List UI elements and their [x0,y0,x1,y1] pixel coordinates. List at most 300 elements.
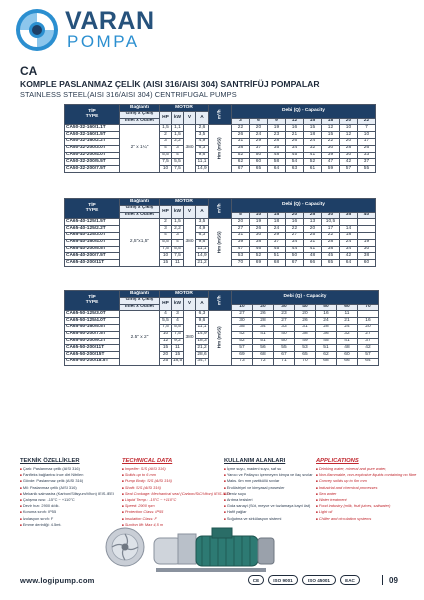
head-value: 14 [339,226,357,233]
head-value: 67 [273,352,294,359]
head-value: 73 [231,358,252,365]
motor-kw: 4 [172,318,184,325]
head-value: 45 [285,152,303,159]
flow-value-3: 40 [294,304,315,311]
header-tip: TİP [88,294,96,300]
feature-en-item: ■ Protection Class: IP55 [122,509,212,515]
motor-kw: 1,5 [172,219,184,226]
head-value: 65 [321,260,339,267]
head-value: 50 [249,152,267,159]
features-en [122,458,231,528]
motor-kw: 11 [172,260,184,267]
head-value: 26 [357,145,375,152]
spec-table-1 [64,104,376,173]
motor-kw: 2,2 [172,138,184,145]
head-value: 21 [336,318,357,325]
head-value: 65 [249,166,267,173]
features-en-title: TECHNICAL DATA [122,458,173,464]
application-tr-item: ■ Deniz suyu [224,491,314,497]
head-value: 45 [321,253,339,260]
head-value: 24 [336,324,357,331]
head-value: 18 [339,232,357,239]
motor-hp: 3 [160,226,172,233]
flow-value-4: 15 [303,118,321,125]
head-value: 27 [285,232,303,239]
head-value: 37 [357,338,378,345]
feature-en-item: ■ Suction lift: Max 4,5 m [122,522,212,528]
table-row [65,219,376,226]
feature-en-item: ■ Speed: 2900 rpm [122,503,212,509]
head-value: 33 [357,152,375,159]
header-flow-unit [209,199,232,219]
head-value: 65 [294,352,315,359]
head-value: 30 [339,152,357,159]
motor-amp: 34,7 [197,358,207,364]
header-inlet-tr: Giriş x Çıkış [120,205,160,212]
head-value: 42 [339,253,357,260]
head-value: 54 [285,159,303,166]
motor-kw: 1,5 [172,132,184,139]
application-en-item: ■ Food industry (milk, fruit juices, saltwater) [316,503,406,509]
head-value: 10,5 [321,219,339,226]
head-value: 51 [315,345,336,352]
motor-amp: 9,6 [196,152,209,159]
motor-amp: 11,1 [196,246,209,253]
head-value: 48 [267,152,285,159]
motor-hp: 1,5 [160,125,172,132]
header-motor: MOTOR [160,199,209,206]
head-unit-label: Hm (mSS) [216,231,222,254]
header-capacity: Debi (Q) - Capacity [231,291,378,305]
header-type [65,105,120,125]
head-value: 15 [303,125,321,132]
motor-kw: 9,2 [172,338,184,345]
head-value: 55 [357,166,375,173]
head-value: 68 [267,260,285,267]
head-value: 30 [357,246,375,253]
head-value: 64 [267,166,285,173]
flow-value-7: 22 [357,118,375,125]
motor-kw: 5,5 [172,324,184,331]
head-value: 51 [252,338,273,345]
model-code: CA50-32-200/7.5T [65,166,120,173]
head-value: 23 [273,311,294,318]
head-value: 22 [321,138,339,145]
header-a: A [196,297,209,311]
head-value: 68 [252,352,273,359]
features-tr [20,458,114,528]
header-a: A [196,205,209,219]
head-value: 57 [231,345,252,352]
model-code: CA65-40-125/1.5T [65,219,120,226]
feature-en-item: ■ Insulation Class: F [122,516,212,522]
motor-hp: 15 [160,345,172,352]
motor-amp: 9,6 [196,318,209,325]
motor-kw: 15 [172,352,184,359]
flow-value-6: 20 [339,118,357,125]
head-value [357,226,375,233]
header-flow-unit [209,105,232,125]
head-value: 50 [285,253,303,260]
header-tip: TİP [88,202,96,208]
header-motor: MOTOR [160,105,209,112]
applications-en [316,458,417,522]
motor-hp: 25 [160,358,172,365]
motor-voltage: 380 [184,219,196,267]
head-value: 30 [249,232,267,239]
head-value: 63 [285,166,303,173]
header-inlet-tr: Giriş x Çıkış [120,111,160,118]
head-value: 12 [321,125,339,132]
head-value: 42 [339,159,357,166]
motor-amp: 11,1 [196,159,209,166]
head-value: 20 [249,125,267,132]
head-value: 70 [294,358,315,365]
applications-en-title: APPLICATIONS [316,458,359,464]
header-inlet-en: Inlet x Outlet [120,304,160,311]
head-value: 37 [267,239,285,246]
head-value: 38 [357,253,375,260]
motor-amp: 6,3 [196,232,209,239]
flow-unit-label: m³/h [216,109,222,119]
flow-value-5: 30 [321,212,339,219]
head-value: 17 [357,138,375,145]
head-value: 38 [294,331,315,338]
application-en-item: ■ Industrial and chemical processes [316,485,406,491]
head-value: 28 [315,324,336,331]
head-value: 57 [357,352,378,359]
motor-hp: 5,5 [160,318,172,325]
model-code: CA65-50-200/18.5T [65,358,120,365]
motor-amp: 6,3 [196,311,209,318]
head-value: 52 [231,152,249,159]
head-value: 35 [267,145,285,152]
head-value: 12 [339,132,357,139]
head-value: 16 [315,311,336,318]
head-value: 16 [285,125,303,132]
head-value: 26 [285,138,303,145]
model-code: CA65-40-200/7.5T [65,253,120,260]
application-tr-item: ■ Endüstriyel ve kimyasal prosesler [224,485,314,491]
motor-kw: 7,5 [172,166,184,173]
head-value: 60 [249,159,267,166]
model-code: CA65-50-200/9.2T [65,338,120,345]
model-code: CA65-50-125/3.0T [65,311,120,318]
application-en-item: ■ Water treatment [316,497,406,503]
head-value: 34 [285,239,303,246]
head-value: 16 [357,318,378,325]
header-inlet-en: Inlet x Outlet [120,118,160,125]
header-tip: TİP [88,108,96,114]
head-value: 28 [339,145,357,152]
head-unit [209,219,232,267]
table-row [65,311,379,318]
head-value: 26 [294,318,315,325]
feature-en-item: ■ Pump Body: S/S (AISI 316) [122,478,212,484]
page-number: 09 [389,576,398,585]
feature-en-item: ■ Shaft: S/S (AISI 316) [122,485,212,491]
page-title-tr: KOMPLE PASLANMAZ ÇELİK (AISI 316/AISI 304) SANTRİFÜJ POMPALAR [20,79,320,89]
head-value: 57 [339,166,357,173]
head-value: 10 [357,132,375,139]
model-code: CA50-32-200/4.0T [65,152,120,159]
header-v: V [184,205,196,219]
head-value: 20 [231,219,249,226]
head-value: 21 [285,132,303,139]
feature-tr-item: ■ Mekanik salmastra (Karbon/Silisyum/Viton) IEIS-IEEI [20,491,110,497]
head-value: 20 [294,311,315,318]
feature-tr-item: ■ Emme derinliği: 4.5mt. [20,522,110,528]
motor-kw: 4 [172,239,184,246]
head-value: 56 [252,345,273,352]
feature-tr-item: ■ Koruma sınıfı: IP55 [20,509,110,515]
flow-value-4: 50 [315,304,336,311]
head-value: 19 [249,219,267,226]
head-value: 28 [267,138,285,145]
flow-value-0: 3 [231,118,249,125]
motor-amp: 18,3 [197,338,207,344]
head-value: 16 [285,219,303,226]
header-inlet-tr: Giriş x Çıkış [120,297,160,304]
header-hp: HP [160,111,172,125]
features-tr-title: TEKNİK ÖZELLİKLER [20,458,80,464]
flow-value-1: 20 [252,304,273,311]
head-value [339,219,357,226]
ce-badge: CE [248,575,264,585]
header-type-en: TYPE [85,207,99,213]
head-value: 42 [231,331,252,338]
head-value: 35 [231,324,252,331]
header-type [65,199,120,219]
head-value: 13 [303,219,321,226]
head-value: 24 [315,318,336,325]
head-value: 32 [336,331,357,338]
application-en-item: ■ Non-flammable, non-explosive liquids containing no fibre [316,472,406,478]
head-value: 67 [285,260,303,267]
head-value: 24 [267,226,285,233]
motor-kw: 4 [172,152,184,159]
header-a: A [196,111,209,125]
motor-hp: 2 [160,132,172,139]
inlet-size: 2,5"x1,5" [120,219,160,267]
spec-table-3 [64,290,379,366]
head-value: 28 [252,318,273,325]
head-value: 31 [231,138,249,145]
head-value: 38 [231,145,249,152]
motor-amp: 4,9 [196,138,209,145]
head-value: 53 [231,253,249,260]
brand-logo [15,6,185,56]
application-tr-item: ■ Hafif yağlar [224,509,314,515]
logo-swirl-icon [15,8,59,52]
application-tr-item: ■ Arıtma tesisleri [224,497,314,503]
flow-value-1: 6 [249,118,267,125]
model-code: CA65-40-125/2.2T [65,226,120,233]
head-value: 19 [267,125,285,132]
model-code: CA65-40-200/11T [65,260,120,267]
head-value: 71 [273,358,294,365]
motor-amp: 6,3 [196,145,209,152]
head-value: 18 [303,132,321,139]
flow-value-0: 5 [231,212,249,219]
head-value: 20 [303,226,321,233]
head-value: 33 [273,324,294,331]
head-value: 27 [231,226,249,233]
head-value: 69 [249,260,267,267]
application-en-item: ■ Sea water [316,491,406,497]
head-value: 40 [273,331,294,338]
flow-value-2: 30 [273,304,294,311]
inlet-size: 2" x 1¼" [120,125,160,173]
model-code: CA65-50-125/4.0T [65,318,120,325]
head-unit [209,311,232,365]
head-value: 52 [303,159,321,166]
header-capacity: Debi (Q) - Capacity [231,199,375,213]
feature-tr-item: ■ Mil: Paslanmaz çelik (AISI 316) [20,485,110,491]
application-en-item: ■ Drinking water, mineral and pure water, [316,466,406,472]
head-value: 31 [294,324,315,331]
header-connection: Bağlantı [120,105,160,112]
motor-hp: 5,5 [160,239,172,246]
head-value: 34 [339,246,357,253]
flow-value-2: 9 [267,118,285,125]
header-inlet-en: Inlet x Outlet [120,212,160,219]
application-en-item: ■ Light oil [316,509,406,515]
head-value: 47 [231,246,249,253]
head-value: 48 [336,345,357,352]
head-value: 24 [303,138,321,145]
header-kw: kW [172,205,184,219]
head-value: 37 [357,159,375,166]
motor-voltage: 380 [184,125,196,173]
head-unit-label: Hm (mSS) [216,137,222,160]
model-code: CA65-40-125/3.0T [65,232,120,239]
head-value: 72 [252,358,273,365]
motor-kw: 11 [172,345,184,352]
head-value: 17 [321,226,339,233]
model-code: CA50-32-160/2.2T [65,138,120,145]
header-flow-unit [209,291,232,311]
head-value: 47 [321,159,339,166]
head-value: 61 [303,166,321,173]
table-row [65,125,376,132]
head-value: 51 [267,253,285,260]
head-value: 15 [321,132,339,139]
feature-en-item: ■ Liquid Temp.: -15°C ~ +110°C [122,497,212,503]
head-unit-label: Hm (mSS) [216,326,222,349]
flow-value-5: 18 [321,118,339,125]
head-value: 26 [231,132,249,139]
head-value: 22 [231,125,249,132]
flow-value-3: 12 [285,118,303,125]
head-value: 30 [231,318,252,325]
model-code: CA50-32-200/3.0T [65,145,120,152]
application-tr-item: ■ İçme suyu, madeni suyu, saf su [224,466,314,472]
head-value: 59 [321,166,339,173]
head-value: 28 [321,239,339,246]
head-value: 20 [357,324,378,331]
head-value: 24 [249,132,267,139]
motor-kw: 2,2 [172,226,184,233]
head-value: 46 [249,246,267,253]
motor-hp: 5,5 [160,152,172,159]
head-value: 37 [249,145,267,152]
flow-unit-label: m³/h [216,203,222,213]
motor-hp: 20 [160,352,172,359]
flow-value-6: 70 [357,304,378,311]
eac-badge: EAC [340,575,360,585]
head-value: 34 [285,145,303,152]
inlet-size: 2.5" x 2" [120,311,160,365]
header-connection: Bağlantı [120,199,160,206]
head-value: 41 [303,246,321,253]
head-value: 42 [357,345,378,352]
motor-hp: 3 [160,138,172,145]
footer-separator [382,575,383,585]
head-value: 27 [357,331,378,338]
application-en-item: ■ Chiller and circulation systems [316,516,406,522]
feature-tr-item: ■ İzolasyon sınıfı: F [20,516,110,522]
head-value: 49 [294,338,315,345]
motor-amp: 14,9 [197,331,207,337]
motor-kw: 5,5 [172,246,184,253]
motor-hp: 10 [160,253,172,260]
flow-unit-label: m³/h [216,295,222,305]
motor-hp: 7,5 [160,246,172,253]
header-v: V [184,297,196,311]
flow-value-0: 10 [231,304,252,311]
head-value: 27 [273,318,294,325]
applications-tr [224,458,314,522]
page-title-en: STAINLESS STEEL(AISI 316/AISI 304) CENTRIFUGAL PUMPS [20,90,237,99]
head-value: 26 [252,311,273,318]
motor-hp: 7,5 [160,324,172,331]
motor-hp: 4 [160,145,172,152]
motor-amp: 28,6 [197,351,207,357]
head-value: 31 [231,232,249,239]
header-motor: MOTOR [160,291,209,298]
motor-hp: 7,5 [160,159,172,166]
head-value [357,232,375,239]
impeller-image [104,526,146,568]
motor-hp: 2 [160,219,172,226]
footer-url-link[interactable]: www.logipump.com [20,576,95,585]
header-kw: kW [172,111,184,125]
head-unit [209,125,232,173]
head-value: 24 [339,239,357,246]
head-value: 44 [285,246,303,253]
head-value [357,311,378,318]
header-kw: kW [172,297,184,311]
model-code: CA50-32-160/1.5T [65,132,120,139]
motor-amp: 4,9 [196,226,209,233]
series-code: CA [20,64,38,78]
head-value: 20 [339,138,357,145]
motor-amp: 3,5 [196,132,209,139]
flow-value-3: 20 [285,212,303,219]
motor-hp: 10 [160,166,172,173]
flow-value-5: 60 [336,304,357,311]
head-value: 36 [315,331,336,338]
head-value: 41 [252,331,273,338]
header-type-en: TYPE [85,299,99,305]
head-value: 55 [273,345,294,352]
head-value: 48 [303,253,321,260]
motor-kw: 3 [172,145,184,152]
model-code: CA50-32-160/1.1T [65,125,120,132]
head-value: 22 [285,226,303,233]
head-value: 68 [315,358,336,365]
